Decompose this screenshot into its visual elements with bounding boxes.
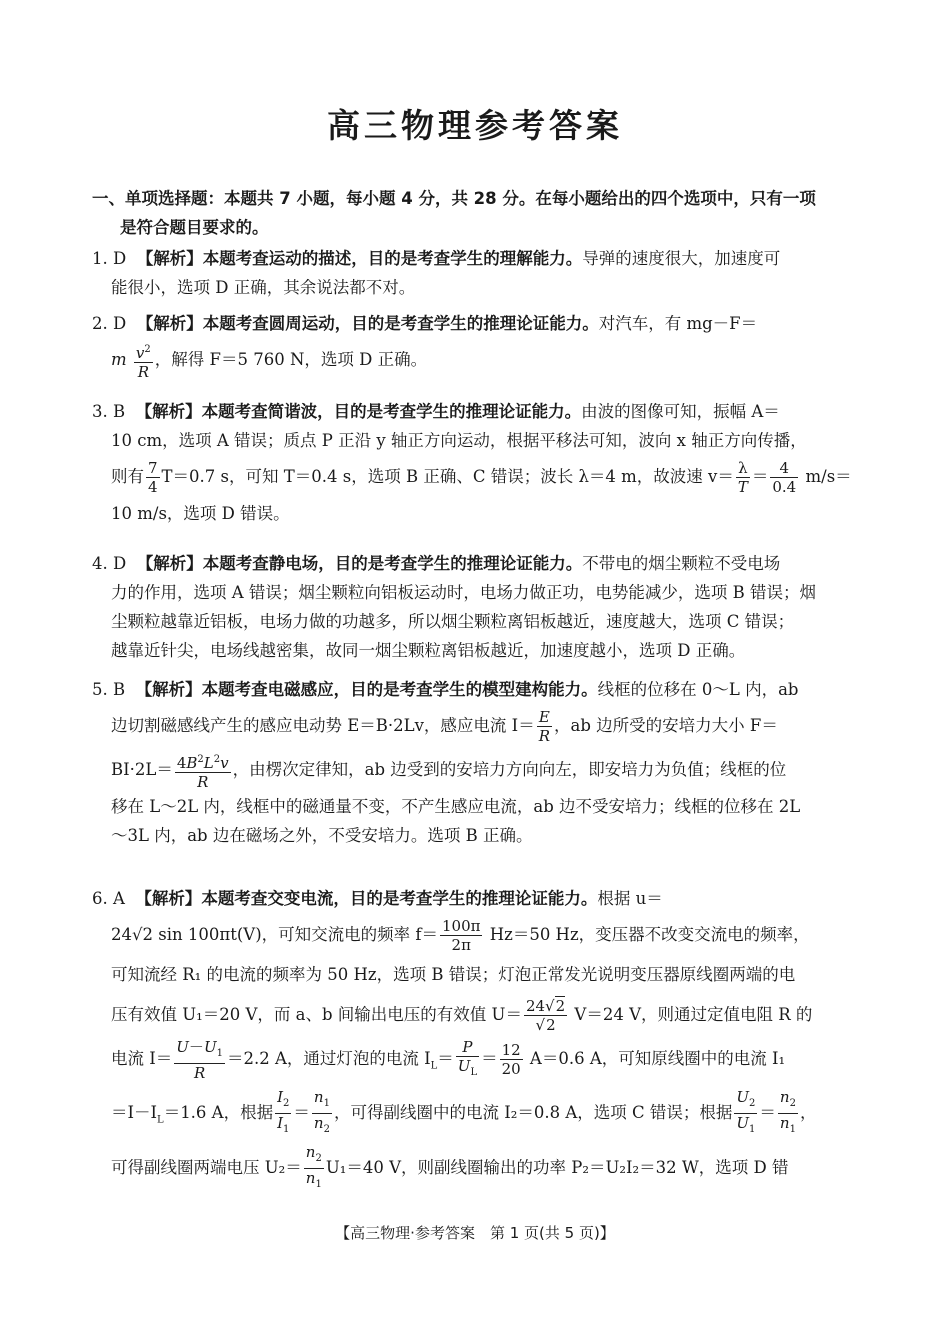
answer-text: 边切割磁感线产生的感应电动势 E＝B·2Lv，感应电流 I＝ bbox=[111, 716, 535, 735]
answer-text: 线框的位移在 0～L 内，ab bbox=[597, 680, 799, 699]
formula-line: 电流 I＝ $\frac{U-U_1}{R}$ ＝2.2 A，通过灯泡的电流 $I_L=$ $\frac{P}{U_L}$ ＝ $\frac{12}{20}$ A＝0.6 A，可知原线圈中的电流 I₁ bbox=[111, 1037, 786, 1082]
answer-topic: 本题考查交变电流，目的是考查学生的推理论证能力。 bbox=[201, 889, 598, 908]
formula-line bbox=[92, 1143, 872, 1194]
answer-text: ，ab 边所受的安培力大小 F＝ bbox=[554, 716, 778, 735]
answer-number: 1. D bbox=[92, 249, 127, 268]
formula-line bbox=[92, 748, 872, 792]
section-heading-line1: 一、单项选择题：本题共 7 小题，每小题 4 分，共 28 分。在每小题给出的四个选项中，只有一项 bbox=[92, 189, 816, 208]
fraction-4-0.4: $\frac{4}{0.4}$ bbox=[772, 459, 797, 496]
answer-text: ＝2.2 A，通过灯泡的电流 I bbox=[226, 1049, 431, 1068]
fraction-n2-n1: $\frac{n_2}{n_1}$ bbox=[779, 1088, 796, 1136]
fraction-lambda-t: $\frac{\lambda}{T}$ bbox=[737, 459, 748, 496]
fraction-p-over-ul: $\frac{P}{U_L}$ bbox=[457, 1037, 478, 1078]
answer-text: V＝24 V，则通过定值电阻 R 的 bbox=[574, 1005, 813, 1024]
formula-line bbox=[92, 913, 872, 957]
formula-line bbox=[92, 704, 872, 748]
answer-2 bbox=[92, 309, 872, 382]
answer-text: Hz＝50 Hz，变压器不改变交流电的频率， bbox=[489, 925, 810, 944]
answer-text: 越靠近针尖，电场线越密集，故同一烟尘颗粒离铝板越近，加速度越小，选项 D 正确。 bbox=[111, 641, 746, 660]
answer-text: 由波的图像可知，振幅 A＝ bbox=[581, 402, 780, 421]
analysis-tag: 【解析】 bbox=[136, 249, 203, 268]
fraction-7-4: $\frac{7}{4}$ bbox=[148, 459, 158, 496]
answer-number: 3. B bbox=[92, 402, 126, 421]
answer-6 bbox=[92, 884, 872, 1194]
answer-text: ～3L 内，ab 边在磁场之外，不受安培力。选项 B 正确。 bbox=[111, 826, 533, 845]
answer-1 bbox=[92, 244, 872, 302]
answer-text: 10 m/s，选项 D 错误。 bbox=[111, 504, 290, 523]
answer-text: 则有 bbox=[111, 467, 144, 486]
answer-topic: 本题考查圆周运动，目的是考查学生的推理论证能力。 bbox=[202, 314, 599, 333]
analysis-tag: 【解析】 bbox=[135, 402, 202, 421]
answer-text: BI·2L＝ bbox=[111, 760, 173, 779]
analysis-tag: 【解析】 bbox=[136, 314, 203, 333]
answer-number: 4. D bbox=[92, 554, 127, 573]
analysis-tag: 【解析】 bbox=[136, 554, 203, 573]
answer-number: 2. D bbox=[92, 314, 127, 333]
answer-text: 24√2 sin 100πt(V)，可知交流电的频率 f＝ bbox=[111, 925, 438, 944]
answer-text: ，可得副线圈中的电流 I₂＝0.8 A，选项 C 错误；根据 bbox=[333, 1103, 733, 1123]
fraction-force: $\frac{4B^2L^2v}{R}$ bbox=[175, 751, 231, 791]
answer-text: 不带电的烟尘颗粒不受电场 bbox=[582, 554, 781, 573]
formula-line: m $\frac{v^2}{R}$ ，解得 F＝5 760 N，选项 D 正确。 bbox=[92, 338, 872, 382]
page-footer: 【高三物理·参考答案 第 1 页(共 5 页)】 bbox=[335, 1224, 615, 1242]
answer-text: ＝1.6 A，根据 bbox=[163, 1103, 274, 1123]
answer-3 bbox=[92, 397, 872, 528]
answer-text: 能很小，选项 D 正确，其余说法都不对。 bbox=[111, 278, 416, 297]
answer-text: m/s＝ bbox=[805, 467, 852, 486]
answer-text: ，解得 F＝5 760 N，选项 D 正确。 bbox=[154, 350, 428, 369]
answer-text: A＝0.6 A，可知原线圈中的电流 I₁ bbox=[529, 1049, 786, 1068]
fraction-rms-voltage: $\frac{24√2}{√2}$ bbox=[525, 997, 566, 1034]
answer-number: 5. B bbox=[92, 680, 126, 699]
fraction-v2-over-r: $\frac{v^2}{R}$ bbox=[134, 341, 153, 381]
answer-text: U₁＝40 V，则副线圈输出的功率 P₂＝U₂I₂＝32 W，选项 D 错 bbox=[325, 1157, 789, 1177]
answer-text: 压有效值 U₁＝20 V，而 a、b 间输出电压的有效值 U＝ bbox=[111, 1005, 522, 1024]
section-heading bbox=[92, 184, 868, 242]
fraction-e-over-r: $\frac{E}{R}$ bbox=[538, 708, 550, 745]
answer-text: 电流 I＝ bbox=[111, 1049, 173, 1068]
fraction-frequency: $\frac{100\pi}{2\pi}$ bbox=[441, 917, 481, 954]
answer-topic: 本题考查简谐波，目的是考查学生的推理论证能力。 bbox=[201, 402, 582, 421]
fraction-u2-u1: $\frac{U_2}{U_1}$ bbox=[736, 1088, 756, 1136]
answer-text: T＝0.7 s，可知 T＝0.4 s，选项 B 正确、C 错误；波长 λ＝4 m，故波速 v＝ bbox=[161, 467, 734, 486]
formula-line: $=I-I_L=1.6$ A，根据 $\frac{I_2}{I_1}$ ＝ $\frac{n_1}{n_2}$ ，可得副线圈中的电流 I₂＝0.8 A，选项 C 错误；根据 $\frac{U_2}{U_1}$ ＝ $\frac{n_2}{n_1}$ ， bbox=[92, 1088, 872, 1142]
answer-text: 10 cm，选项 A 错误；质点 P 正沿 y 轴正方向运动，根据平移法可知，波向 x 轴正方向传播， bbox=[111, 431, 807, 450]
answer-text: ，由楞次定律知，ab 边受到的安培力方向向左，即安培力为负值；线框的位 bbox=[232, 760, 787, 779]
answer-text: 可知流经 R₁ 的电流的频率为 50 Hz，选项 B 错误；灯泡正常发光说明变压器原线圈两端的电 bbox=[111, 965, 796, 984]
answer-5 bbox=[92, 675, 872, 850]
answer-text: 尘颗粒越靠近铝板，电场力做的功越多，所以烟尘颗粒离铝板越近，速度越大，选项 C 错误； bbox=[111, 612, 795, 631]
fraction-12-20: $\frac{12}{20}$ bbox=[501, 1041, 521, 1078]
answer-text: 导弹的速度很大，加速度可 bbox=[582, 249, 781, 268]
answer-text: 力的作用，选项 A 错误；烟尘颗粒向铝板运动时，电场力做正功，电势能减少，选项 B 错误；烟 bbox=[111, 583, 817, 602]
fraction-n1-n2: $\frac{n_1}{n_2}$ bbox=[313, 1088, 330, 1136]
answer-text: 根据 u＝ bbox=[597, 889, 663, 908]
answer-text: 移在 L～2L 内，线框中的磁通量不变，不产生感应电流，ab 边不受安培力；线框的位移在 2L bbox=[111, 797, 801, 816]
section-heading-line2: 是符合题目要求的。 bbox=[120, 218, 269, 237]
answer-number: 6. A bbox=[92, 889, 125, 908]
answer-topic: 本题考查电磁感应，目的是考查学生的模型建构能力。 bbox=[201, 680, 598, 699]
answer-text: ＝I－I bbox=[111, 1103, 158, 1123]
page-title: 高三物理参考答案 bbox=[327, 106, 623, 145]
answer-text: 可得副线圈两端电压 U₂＝ bbox=[111, 1157, 302, 1177]
fraction-i2-i1: $\frac{I_2}{I_1}$ bbox=[277, 1088, 290, 1136]
analysis-tag: 【解析】 bbox=[135, 889, 202, 908]
formula-line: 则有 $\frac{7}{4}$ T＝0.7 s，可知 T＝0.4 s，选项 B 正确、C 错误；波长 λ＝4 m，故波速 v＝ $\frac{\lambda}{T}$ ＝ $\frac{4}{0.4}$ m/s＝ bbox=[111, 459, 852, 496]
answer-topic: 本题考查运动的描述，目的是考查学生的理解能力。 bbox=[202, 249, 583, 268]
formula-line bbox=[92, 993, 872, 1037]
answer-topic: 本题考查静电场，目的是考查学生的推理论证能力。 bbox=[202, 554, 583, 573]
fraction-n2-n1-b: $\frac{n_2}{n_1}$ bbox=[305, 1142, 322, 1190]
answer-text: 对汽车，有 mg－F＝ bbox=[598, 314, 758, 333]
answer-4 bbox=[92, 549, 872, 665]
analysis-tag: 【解析】 bbox=[135, 680, 202, 699]
fraction-current: $\frac{U-U_1}{R}$ bbox=[176, 1037, 223, 1082]
